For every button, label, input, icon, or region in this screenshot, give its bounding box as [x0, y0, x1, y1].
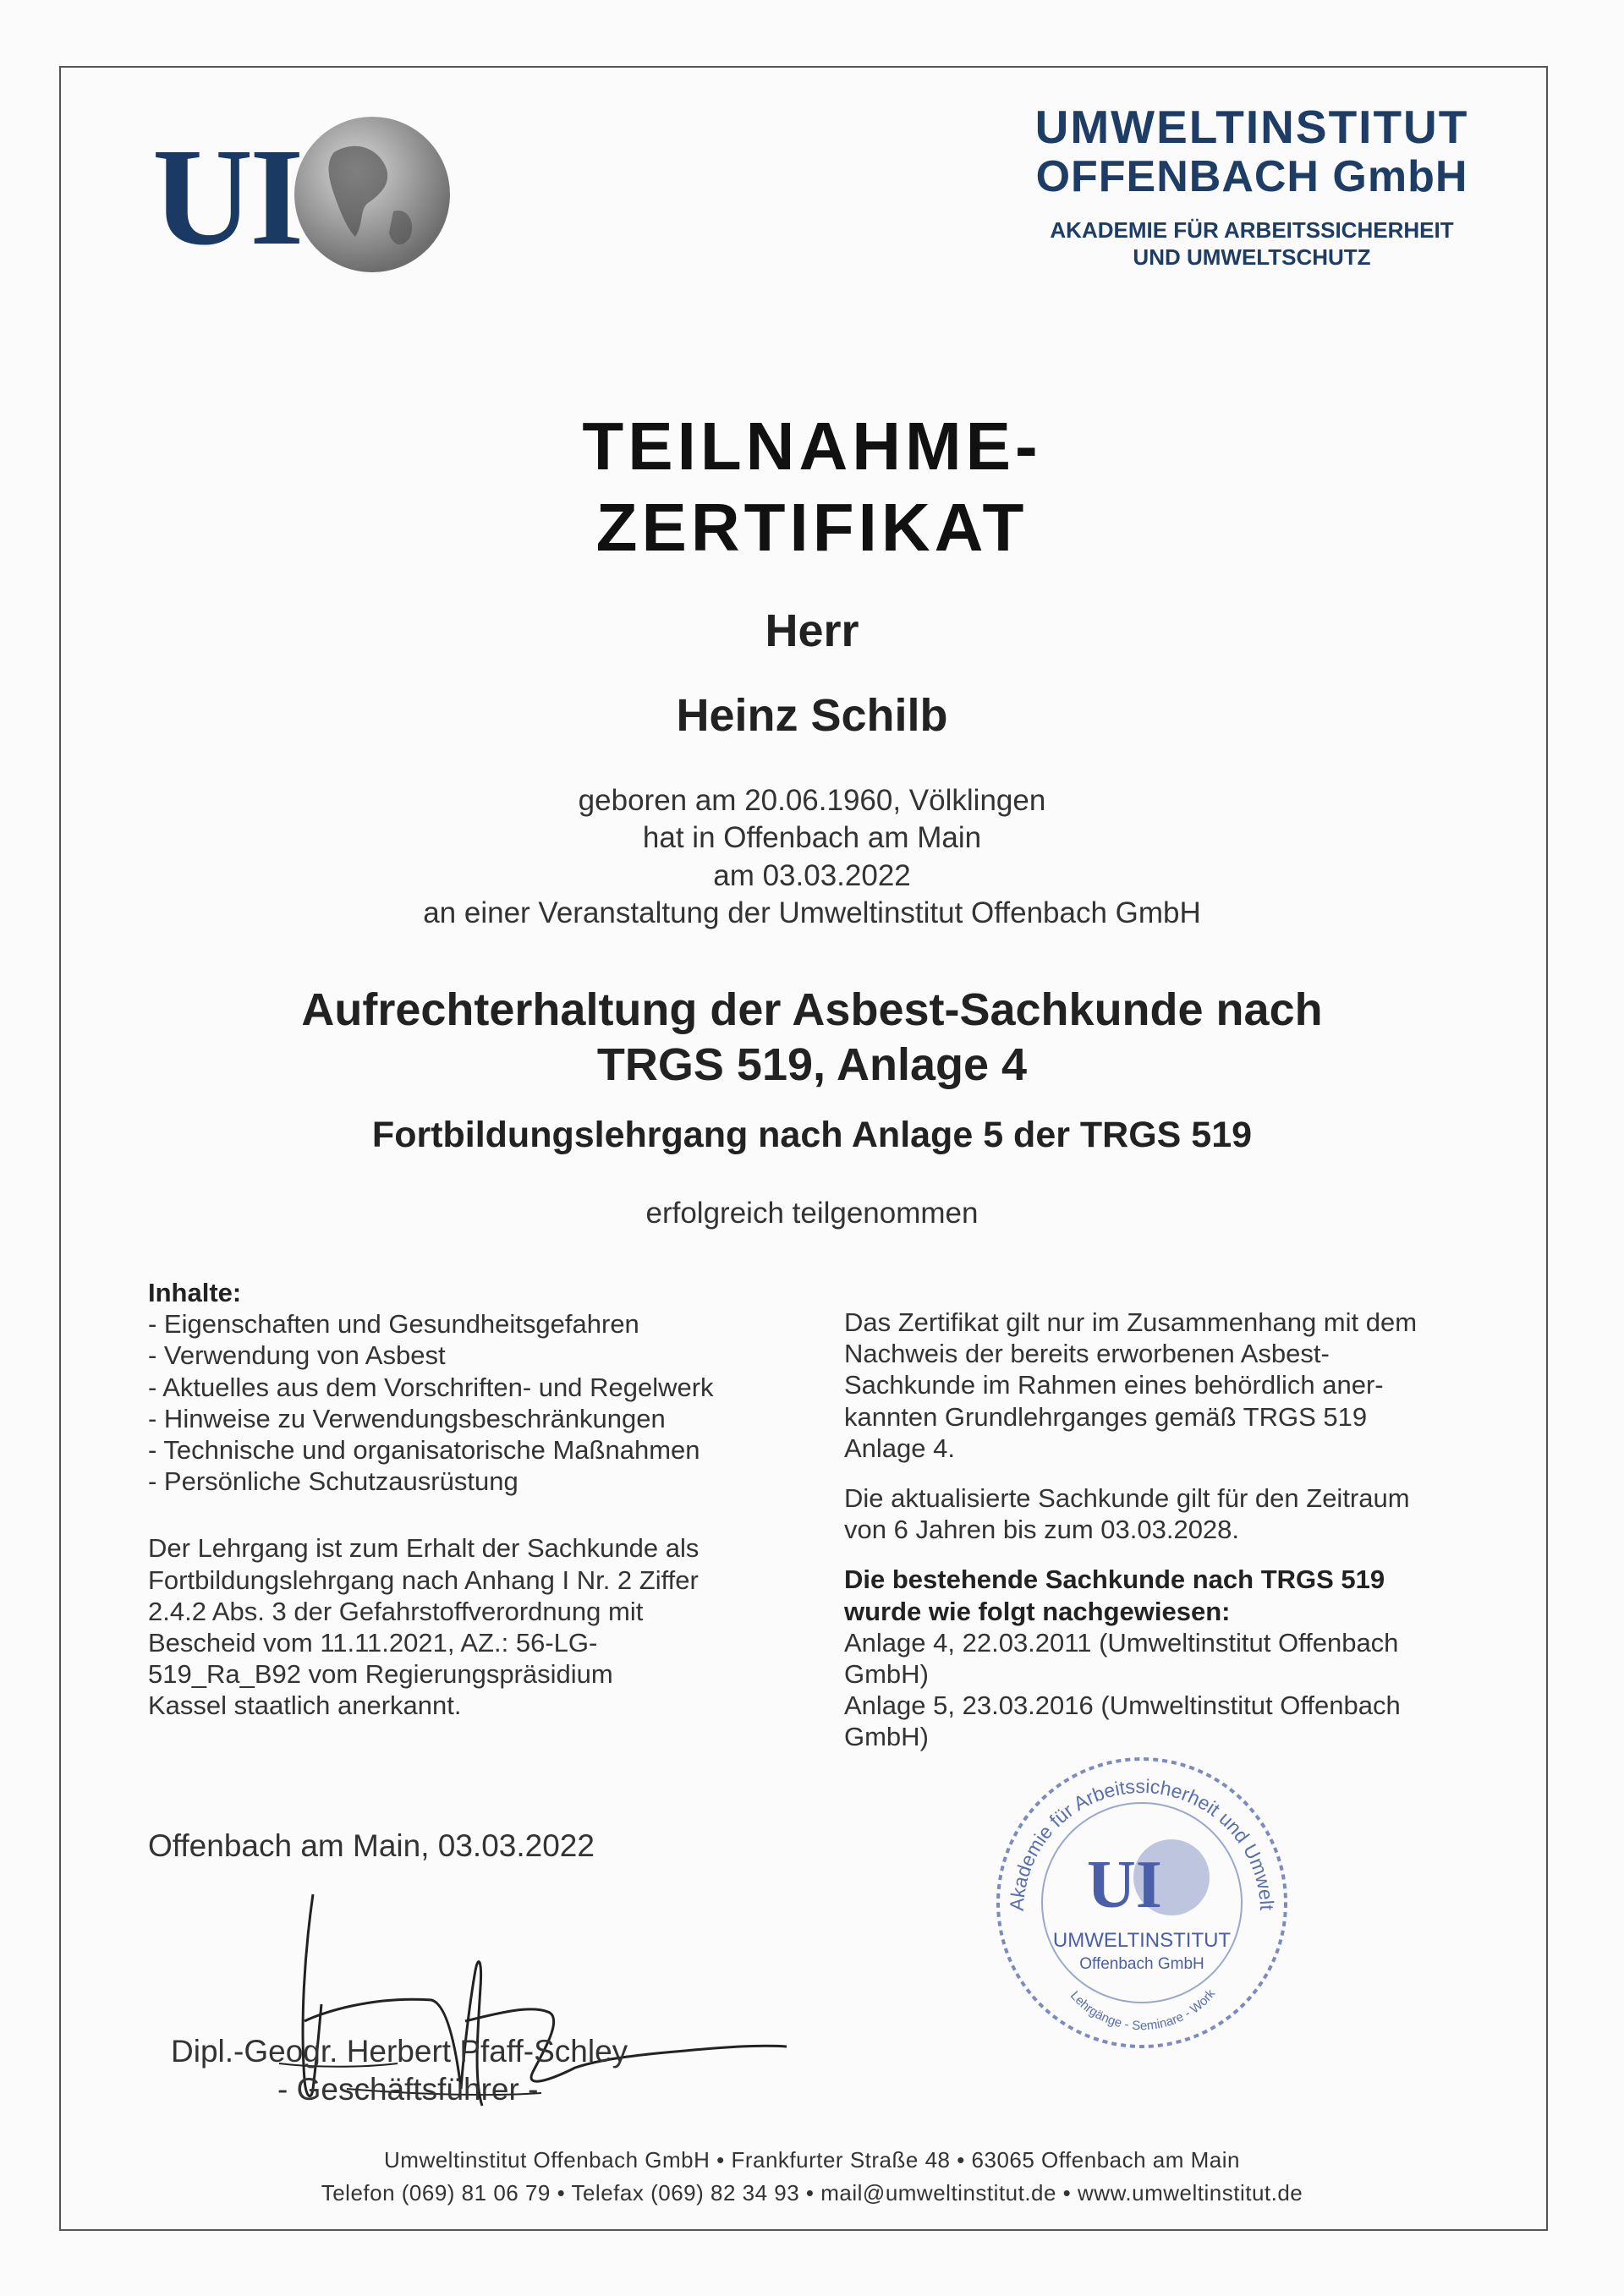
contents-section [148, 1277, 842, 1721]
validity-line: Die aktualisierte Sachkunde gilt für den Zeitraum [844, 1482, 1410, 1513]
signer-title: - Geschäftsführer - [277, 2072, 539, 2107]
proof-paragraph [844, 1564, 1487, 1752]
note-line: Kassel staatlich anerkannt. [148, 1690, 462, 1721]
footer-contact: Telefon (069) 81 06 79 • Telefax (069) 82 34 93 • mail@umweltinstitut.de • www.umweltinstitut.de [321, 2180, 1303, 2206]
info-line: geboren am 20.06.1960, Völklingen [578, 784, 1046, 817]
stamp-name-line2: Offenbach GmbH [1079, 1955, 1204, 1973]
contents-item: - Aktuelles aus dem Vorschriften- und Regelwerk [148, 1372, 714, 1402]
footer-address: Umweltinstitut Offenbach GmbH • Frankfurter Straße 48 • 63065 Offenbach am Main [384, 2147, 1240, 2173]
validity-line: Anlage 4. [844, 1433, 955, 1463]
participation-info [0, 782, 1624, 933]
title-line1: TEILNAHME- [582, 408, 1042, 484]
validity-line: Nachweis der bereits erworbenen Asbest- [844, 1339, 1330, 1369]
company-subtitle-line1: AKADEMIE FÜR ARBEITSSICHERHEIT [1050, 216, 1454, 243]
validity-line: Sachkunde im Rahmen eines behördlich aner- [844, 1370, 1384, 1400]
contents-item: - Persönliche Schutzausrüstung [148, 1466, 518, 1497]
proof-line: Anlage 4, 22.03.2011 (Umweltinstitut Offenbach [844, 1627, 1399, 1658]
svg-text:Akademie für Arbeitssicherheit: Akademie für Arbeitssicherheit und Umwelt [1005, 1774, 1279, 1912]
validity-line: Das Zertifikat gilt nur im Zusammenhang mit dem [844, 1307, 1418, 1337]
note-line: 2.4.2 Abs. 3 der Gefahrstoffverordnung mit [148, 1596, 644, 1626]
proof-line: GmbH) [844, 1722, 929, 1752]
proof-heading-line: Die bestehende Sachkunde nach TRGS 519 [844, 1564, 1385, 1595]
note-line: Der Lehrgang ist zum Erhalt der Sachkunde als [148, 1533, 700, 1564]
proof-heading-line: wurde wie folgt nachgewiesen: [844, 1596, 1231, 1626]
certificate-title [0, 406, 1624, 568]
proof-line: Anlage 5, 23.03.2016 (Umweltinstitut Offenbach [844, 1690, 1401, 1721]
official-stamp [990, 1751, 1294, 2055]
signer-name: Dipl.-Geogr. Herbert Pfaff-Schley [171, 2034, 628, 2069]
company-subtitle [990, 216, 1514, 271]
stamp-seal-icon [990, 1751, 1294, 2055]
contents-item: - Technische und organisatorische Maßnahmen [148, 1434, 700, 1465]
salutation: Herr [765, 606, 859, 656]
participant-name: Heinz Schilb [676, 690, 948, 741]
company-subtitle-line2: UND UMWELTSCHUTZ [1133, 244, 1371, 271]
validity-section [844, 1307, 1487, 1771]
info-line: hat in Offenbach am Main [642, 821, 982, 855]
company-name-line2: OFFENBACH GmbH [1035, 151, 1468, 201]
contents-item: - Eigenschaften und Gesundheitsgefahren [148, 1309, 639, 1340]
validity-line: kannten Grundlehrganges gemäß TRGS 519 [844, 1401, 1368, 1432]
company-name-line1: UMWELTINSTITUT [1034, 101, 1469, 153]
course-subtitle: Fortbildungslehrgang nach Anlage 5 der TRGS 519 [371, 1115, 1253, 1155]
place-date: Offenbach am Main, 03.03.2022 [148, 1828, 595, 1863]
contents-heading: Inhalte: [148, 1278, 242, 1307]
validity-paragraph [844, 1307, 1487, 1464]
proof-line: GmbH) [844, 1658, 929, 1689]
note-line: Fortbildungslehrgang nach Anhang I Nr. 2 Ziffer [148, 1564, 699, 1595]
validity-line: von 6 Jahren bis zum 03.03.2028. [844, 1515, 1240, 1545]
result-text: erfolgreich teilgenommen [645, 1197, 979, 1230]
note-line: Bescheid vom 11.11.2021, AZ.: 56-LG- [148, 1627, 598, 1658]
company-logo [152, 110, 457, 279]
accreditation-note [148, 1532, 842, 1721]
info-line: an einer Veranstaltung der Umweltinstitut Offenbach GmbH [423, 896, 1201, 930]
stamp-name-line1: UMWELTINSTITUT [1052, 1929, 1232, 1952]
course-title-line2: TRGS 519, Anlage 4 [596, 1038, 1028, 1090]
contents-item: - Hinweise zu Verwendungsbeschränkungen [148, 1403, 666, 1433]
stamp-letters: UI [1087, 1848, 1162, 1922]
contents-item: - Verwendung von Asbest [148, 1340, 446, 1371]
company-header [990, 101, 1514, 271]
logo-letters: UI [152, 119, 301, 274]
course-title [0, 983, 1624, 1093]
validity-period-paragraph [844, 1482, 1487, 1545]
stamp-bottom-text: Lehrgänge - Seminare - Work [1067, 1986, 1219, 2034]
note-line: 519_Ra_B92 vom Regierungspräsidium [148, 1659, 613, 1690]
footer [0, 2144, 1624, 2210]
title-line2: ZERTIFIKAT [595, 490, 1029, 565]
course-title-line1: Aufrechterhaltung der Asbest-Sachkunde nach [301, 984, 1323, 1035]
info-line: am 03.03.2022 [713, 858, 911, 892]
